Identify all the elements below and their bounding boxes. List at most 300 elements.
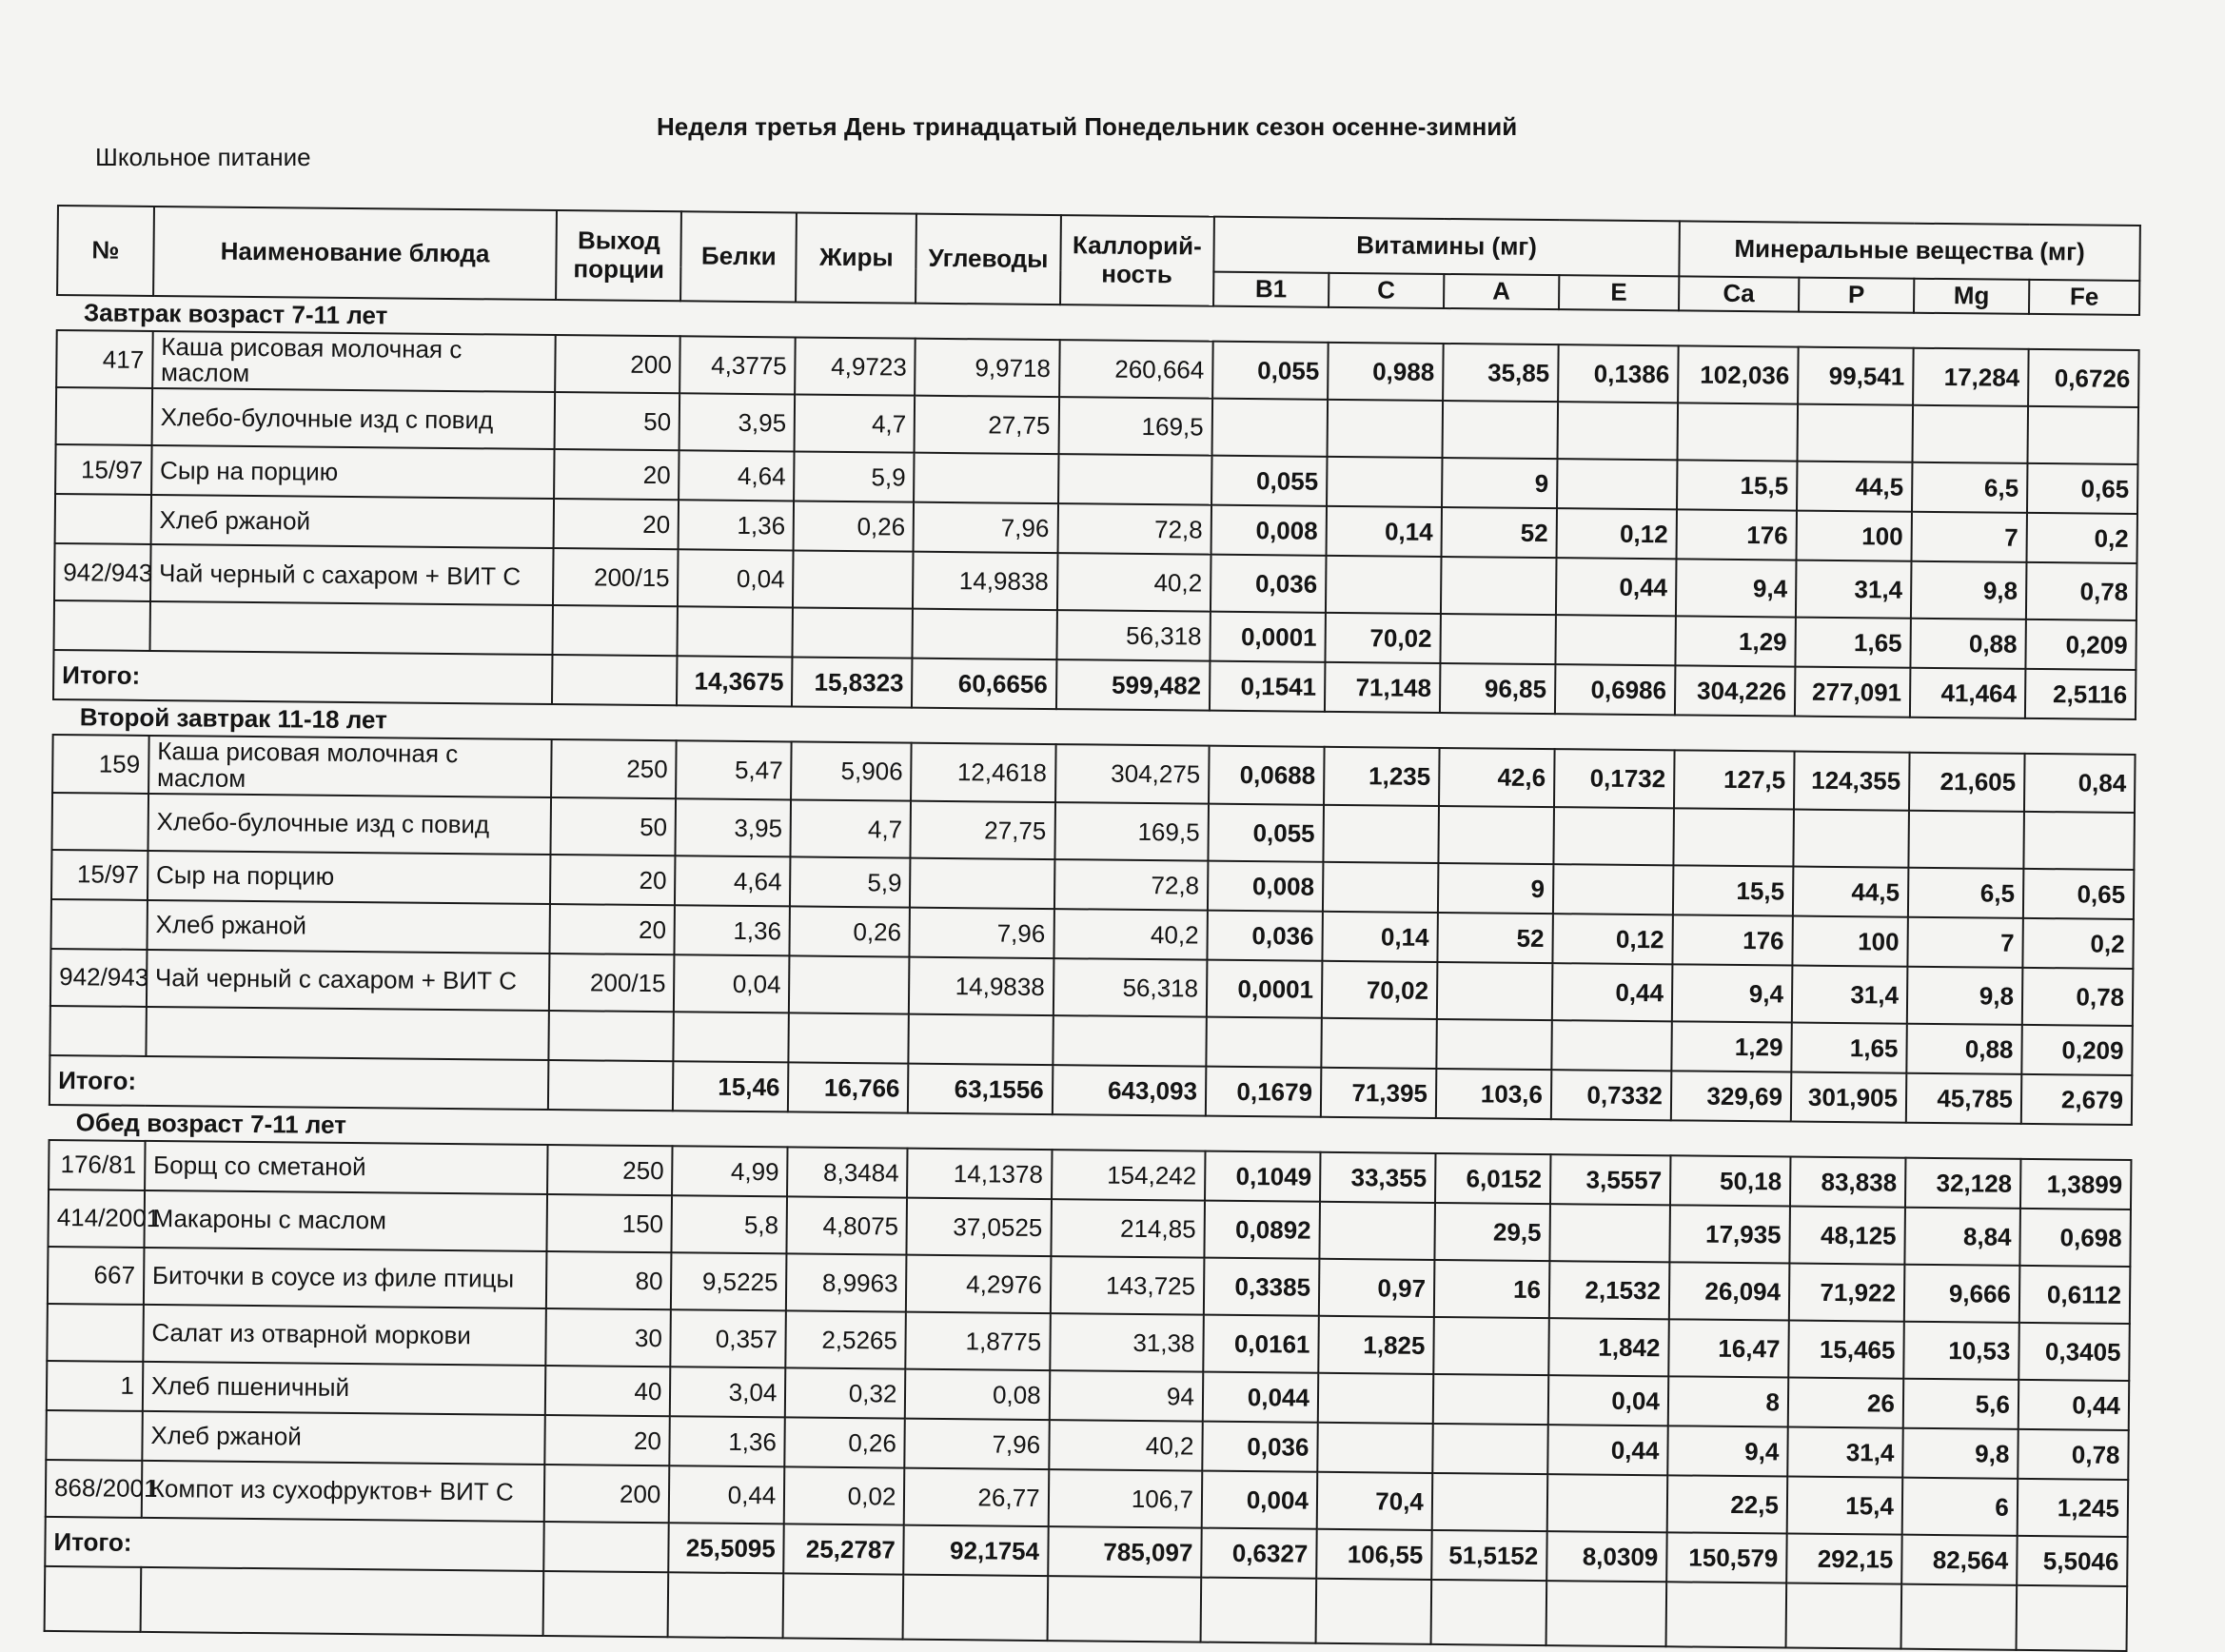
dish-code xyxy=(47,1304,143,1362)
table-cell: 8,3484 xyxy=(787,1147,908,1197)
table-cell: 176 xyxy=(1676,510,1797,560)
blank-cell xyxy=(1665,1582,1786,1647)
table-cell: 5,47 xyxy=(676,741,792,800)
total-cell xyxy=(544,1522,670,1572)
blank-cell xyxy=(668,1572,784,1638)
table-cell: 0,357 xyxy=(671,1309,787,1367)
table-cell xyxy=(1549,1204,1670,1262)
total-cell: 92,1754 xyxy=(904,1525,1049,1576)
table-cell: 15,4 xyxy=(1787,1477,1903,1535)
table-cell: 50 xyxy=(555,393,680,451)
table-cell: 0,84 xyxy=(2024,754,2136,813)
table-cell: 27,75 xyxy=(911,801,1055,859)
table-cell xyxy=(1677,403,1798,462)
table-cell: 9,8 xyxy=(1911,561,2027,620)
table-cell: 7 xyxy=(1911,512,2026,562)
blank-cell xyxy=(2016,1585,2127,1651)
dish-name: Хлеб ржаной xyxy=(142,1411,545,1465)
col-protein: Белки xyxy=(680,211,797,302)
table-cell: 260,664 xyxy=(1059,340,1213,399)
table-cell: 0,44 xyxy=(1547,1425,1668,1475)
table-cell: 22,5 xyxy=(1667,1475,1788,1533)
dish-code: 414/2001 xyxy=(48,1190,144,1248)
dish-code: 1 xyxy=(47,1361,143,1411)
table-cell: 0,44 xyxy=(1556,559,1677,617)
table-cell: 0,97 xyxy=(1319,1259,1435,1317)
table-cell: 0,44 xyxy=(2018,1380,2130,1430)
table-cell xyxy=(549,1011,675,1061)
table-cell: 5,906 xyxy=(791,742,912,801)
table-cell: 20 xyxy=(550,855,676,905)
table-cell: 35,85 xyxy=(1443,344,1559,403)
col-fat: Жиры xyxy=(796,212,916,303)
table-cell xyxy=(789,956,910,1014)
table-cell: 0,78 xyxy=(2022,968,2134,1026)
table-cell: 20 xyxy=(550,904,676,954)
table-cell: 1,36 xyxy=(679,501,794,551)
table-cell: 250 xyxy=(547,1145,673,1195)
table-cell: 6,5 xyxy=(1912,462,2027,513)
table-cell: 0,14 xyxy=(1322,912,1437,962)
table-cell: 52 xyxy=(1437,913,1552,963)
table-cell: 0,209 xyxy=(2025,620,2136,670)
section-title: Завтрак возраст 7-11 лет xyxy=(57,295,2139,350)
table-cell: 169,5 xyxy=(1058,398,1212,457)
dish-code xyxy=(50,899,147,950)
table-cell: 0,32 xyxy=(785,1367,906,1418)
table-cell xyxy=(1326,556,1442,614)
dish-name: Сыр на порцию xyxy=(148,851,551,904)
page-title: Неделя третья День тринадцатый Понедельник сезон осенне-зимний xyxy=(657,112,1518,141)
table-cell: 0,209 xyxy=(2021,1025,2133,1075)
table-cell: 0,6726 xyxy=(2028,349,2139,408)
table-cell: 100 xyxy=(1796,511,1911,561)
table-cell: 0,08 xyxy=(905,1369,1050,1420)
dish-code: 176/81 xyxy=(49,1140,145,1190)
dish-code: 15/97 xyxy=(51,850,148,900)
table-cell: 9,4 xyxy=(1676,560,1797,618)
table-cell xyxy=(1793,810,1909,868)
table-cell: 0,88 xyxy=(1910,619,2025,669)
table-cell: 52 xyxy=(1441,507,1556,558)
total-cell: 82,564 xyxy=(1901,1535,2017,1585)
table-cell: 0,988 xyxy=(1328,343,1444,402)
table-cell xyxy=(1058,455,1212,506)
dish-name: Макароны с маслом xyxy=(144,1190,547,1251)
table-body xyxy=(45,295,2139,1651)
table-cell: 50 xyxy=(551,797,677,856)
table-cell: 0,14 xyxy=(1326,506,1441,557)
col-e: E xyxy=(1559,275,1679,310)
table-cell: 0,036 xyxy=(1207,911,1322,961)
total-cell: 0,6986 xyxy=(1555,665,1676,716)
table-cell: 0,008 xyxy=(1208,861,1323,912)
total-cell: 301,905 xyxy=(1791,1072,1906,1123)
table-cell: 1,65 xyxy=(1791,1023,1906,1073)
table-cell xyxy=(1327,400,1443,458)
table-cell: 0,04 xyxy=(678,550,794,608)
table-cell: 15,5 xyxy=(1673,865,1794,915)
table-cell xyxy=(1441,557,1557,615)
total-cell xyxy=(548,1060,674,1111)
table-cell: 0,12 xyxy=(1552,914,1673,964)
table-cell xyxy=(909,1014,1053,1065)
table-cell xyxy=(2023,812,2135,870)
table-cell: 48,125 xyxy=(1789,1207,1905,1265)
table-cell: 27,75 xyxy=(915,396,1059,454)
table-cell: 56,318 xyxy=(1056,611,1211,662)
total-cell: 96,85 xyxy=(1440,663,1555,714)
table-cell: 176 xyxy=(1672,914,1793,965)
total-label: Итого: xyxy=(53,650,553,704)
table-cell: 169,5 xyxy=(1054,802,1209,861)
total-cell: 15,8323 xyxy=(792,658,913,708)
total-cell: 25,2787 xyxy=(784,1524,905,1574)
table-cell: 106,7 xyxy=(1048,1469,1202,1528)
table-cell: 7,96 xyxy=(905,1419,1050,1469)
dish-name: Хлеб ржаной xyxy=(150,495,554,548)
total-cell: 2,5116 xyxy=(2025,669,2136,719)
table-cell: 0,036 xyxy=(1202,1422,1317,1472)
table-cell xyxy=(1438,806,1554,864)
table-cell xyxy=(1432,1424,1547,1474)
col-fe: Fe xyxy=(2029,280,2139,315)
blank-cell xyxy=(903,1575,1048,1641)
menu-table xyxy=(44,205,2141,1652)
table-cell: 200/15 xyxy=(553,549,679,607)
table-cell xyxy=(1440,614,1555,664)
table-cell: 4,7 xyxy=(795,395,916,453)
table-cell: 127,5 xyxy=(1674,751,1795,810)
table-cell: 44,5 xyxy=(1797,462,1912,512)
dish-code: 159 xyxy=(52,735,148,794)
table-cell: 7,96 xyxy=(914,502,1058,553)
table-cell: 7 xyxy=(1907,917,2022,968)
table-cell xyxy=(1437,962,1553,1020)
table-cell xyxy=(914,453,1058,503)
total-label: Итого: xyxy=(45,1517,544,1571)
table-cell xyxy=(2027,406,2138,464)
dish-name: Каша рисовая молочная с маслом xyxy=(152,331,556,393)
table-cell xyxy=(793,608,914,659)
dish-code: 868/2001 xyxy=(46,1460,142,1518)
total-cell: 0,1679 xyxy=(1206,1067,1321,1117)
col-ca: Ca xyxy=(1679,276,1799,311)
table-cell: 50,18 xyxy=(1670,1155,1791,1206)
blank-cell xyxy=(1315,1579,1431,1644)
table-cell: 1,36 xyxy=(675,905,790,955)
table-cell: 0,12 xyxy=(1556,509,1677,560)
table-cell: 0,008 xyxy=(1211,505,1326,556)
table-cell xyxy=(1555,616,1676,666)
table-cell: 8,84 xyxy=(1904,1208,2020,1266)
table-cell xyxy=(1442,401,1558,459)
dish-code xyxy=(51,793,148,851)
table-cell: 26,094 xyxy=(1669,1262,1790,1320)
table-cell: 17,284 xyxy=(1913,348,2029,407)
total-cell: 71,148 xyxy=(1325,662,1440,713)
table-cell xyxy=(789,1013,910,1064)
table-cell: 80 xyxy=(546,1251,672,1309)
total-cell: 45,785 xyxy=(1906,1073,2021,1124)
col-minerals: Минеральные вещества (мг) xyxy=(1679,221,2140,281)
total-cell: 643,093 xyxy=(1052,1065,1206,1116)
col-num: № xyxy=(57,206,154,296)
table-cell: 4,7 xyxy=(791,800,912,858)
dish-name: Хлеб пшеничный xyxy=(143,1362,546,1415)
table-cell: 21,605 xyxy=(1909,753,2025,812)
total-cell: 106,55 xyxy=(1316,1529,1431,1580)
table-cell xyxy=(1317,1423,1432,1473)
table-cell: 26,77 xyxy=(904,1468,1049,1526)
table-cell xyxy=(1433,1317,1549,1375)
table-cell: 2,5265 xyxy=(786,1310,907,1368)
table-cell: 0,2 xyxy=(2026,513,2137,563)
table-cell xyxy=(1797,404,1913,462)
table-cell: 33,355 xyxy=(1320,1152,1435,1203)
table-cell: 1,8775 xyxy=(906,1312,1051,1370)
table-cell: 0,78 xyxy=(2026,562,2137,620)
table-cell: 9 xyxy=(1442,458,1557,508)
table-cell: 0,3385 xyxy=(1204,1258,1320,1316)
table-cell: 15,465 xyxy=(1788,1321,1904,1379)
table-cell: 31,4 xyxy=(1796,560,1912,619)
table-cell: 9,4 xyxy=(1672,964,1793,1022)
table-cell: 8 xyxy=(1668,1376,1789,1426)
table-cell: 26 xyxy=(1788,1378,1903,1428)
table-cell: 4,2976 xyxy=(906,1255,1051,1313)
total-cell: 25,5095 xyxy=(669,1523,784,1573)
table-cell: 3,5557 xyxy=(1550,1154,1671,1205)
table-cell xyxy=(553,606,679,657)
table-cell xyxy=(1319,1202,1435,1260)
table-cell: 5,6 xyxy=(1903,1379,2018,1429)
total-cell: 5,5046 xyxy=(2017,1536,2128,1586)
table-cell: 0,004 xyxy=(1202,1471,1318,1529)
table-cell: 37,0525 xyxy=(907,1198,1052,1256)
table-cell: 0,26 xyxy=(794,502,915,552)
total-cell: 150,579 xyxy=(1666,1532,1787,1583)
total-cell: 14,3675 xyxy=(677,657,792,707)
table-cell xyxy=(910,858,1054,909)
total-cell: 15,46 xyxy=(673,1061,788,1111)
table-cell: 0,0001 xyxy=(1210,612,1325,662)
table-cell xyxy=(1547,1474,1668,1532)
table-cell: 1,29 xyxy=(1671,1021,1792,1072)
col-vitamins: Витамины (мг) xyxy=(1213,217,1680,277)
table-cell: 20 xyxy=(554,500,679,550)
table-cell: 3,04 xyxy=(670,1367,785,1417)
table-cell xyxy=(1323,805,1439,863)
section-title: Обед возраст 7-11 лет xyxy=(49,1105,2132,1160)
table-cell: 9 xyxy=(1438,863,1553,914)
table-cell: 83,838 xyxy=(1790,1157,1905,1208)
blank-cell xyxy=(1785,1583,1901,1649)
total-cell: 41,464 xyxy=(1910,668,2025,718)
total-cell: 51,5152 xyxy=(1431,1530,1546,1581)
table-cell: 0,0161 xyxy=(1203,1315,1319,1373)
total-cell: 599,482 xyxy=(1056,660,1211,712)
table-cell xyxy=(1551,1020,1672,1071)
dish-name: Чай черный с сахаром + ВИТ С xyxy=(150,544,554,605)
table-cell: 0,02 xyxy=(784,1466,905,1524)
table-cell: 250 xyxy=(551,740,677,799)
table-cell: 0,3405 xyxy=(2018,1323,2130,1381)
total-cell: 292,15 xyxy=(1786,1534,1901,1584)
table-cell: 0,055 xyxy=(1211,456,1327,506)
table-cell xyxy=(913,609,1057,659)
table-cell: 10,53 xyxy=(1903,1322,2019,1380)
total-cell: 71,395 xyxy=(1321,1068,1436,1118)
table-cell: 1,245 xyxy=(2018,1479,2129,1537)
table-cell: 0,0688 xyxy=(1209,746,1325,805)
table-cell: 0,044 xyxy=(1203,1372,1318,1423)
dish-name: Каша рисовая молочная с маслом xyxy=(148,736,552,797)
dish-code: 667 xyxy=(48,1247,144,1305)
blank-cell xyxy=(1200,1578,1316,1643)
col-carbs: Углеводы xyxy=(916,214,1060,305)
table-cell: 4,99 xyxy=(672,1146,787,1196)
blank-cell xyxy=(1546,1581,1666,1646)
total-cell: 277,091 xyxy=(1795,667,1910,718)
table-cell: 17,935 xyxy=(1669,1205,1790,1263)
table-cell: 0,04 xyxy=(674,954,790,1013)
table-cell xyxy=(1318,1373,1433,1424)
table-cell: 4,3775 xyxy=(679,336,796,395)
blank-cell xyxy=(1430,1580,1546,1645)
table-cell: 12,4618 xyxy=(911,743,1055,802)
table-cell: 6 xyxy=(1902,1478,2018,1536)
table-cell xyxy=(1912,405,2028,463)
total-cell: 8,0309 xyxy=(1546,1531,1667,1582)
table-cell xyxy=(1433,1374,1548,1425)
table-cell: 71,922 xyxy=(1789,1264,1905,1322)
table-cell: 0,26 xyxy=(790,907,911,957)
school-label: Школьное питание xyxy=(95,143,311,171)
table-cell xyxy=(1323,862,1438,913)
total-cell: 0,1541 xyxy=(1210,661,1325,712)
table-cell: 15,5 xyxy=(1677,461,1798,511)
dish-code: 417 xyxy=(56,330,152,389)
table-cell: 14,9838 xyxy=(909,957,1053,1015)
dish-name xyxy=(149,601,553,655)
table-cell: 102,036 xyxy=(1678,345,1799,404)
total-cell: 785,097 xyxy=(1048,1526,1202,1578)
table-cell xyxy=(1053,1015,1207,1067)
total-cell: 0,7332 xyxy=(1551,1070,1672,1120)
table-cell: 0,036 xyxy=(1211,555,1327,613)
table-cell xyxy=(793,551,914,609)
dish-code: 15/97 xyxy=(55,444,151,495)
table-cell xyxy=(678,607,793,658)
dish-name: Борщ со сметаной xyxy=(145,1141,548,1194)
table-cell: 200 xyxy=(555,335,680,394)
dish-name: Хлебо-булочные изд с повид xyxy=(148,794,551,855)
table-cell xyxy=(1908,811,2024,869)
dish-code xyxy=(46,1410,142,1461)
section-title: Второй завтрак 11-18 лет xyxy=(53,699,2136,755)
table-cell: 4,64 xyxy=(679,451,794,502)
dish-name: Салат из отварной моркови xyxy=(143,1305,546,1366)
col-portion: Выход порции xyxy=(556,210,681,301)
table-cell: 9,666 xyxy=(1904,1265,2020,1323)
table-cell: 3,95 xyxy=(676,798,792,856)
table-cell: 14,1378 xyxy=(907,1149,1052,1199)
table-cell: 1,36 xyxy=(670,1416,785,1466)
dish-name: Чай черный с сахаром + ВИТ С xyxy=(147,950,550,1011)
table-cell: 6,5 xyxy=(1908,868,2023,918)
col-a: A xyxy=(1444,274,1559,309)
table-cell: 1,3899 xyxy=(2020,1159,2132,1210)
table-cell: 1,842 xyxy=(1548,1318,1669,1376)
table-cell: 100 xyxy=(1792,916,1907,967)
dish-code xyxy=(55,494,151,544)
table-cell: 124,355 xyxy=(1794,752,1910,811)
total-cell: 103,6 xyxy=(1436,1069,1551,1119)
table-cell xyxy=(1432,1473,1548,1531)
table-cell: 0,26 xyxy=(785,1417,906,1467)
total-label: Итого: xyxy=(49,1055,549,1110)
table-cell: 0,78 xyxy=(2018,1429,2129,1480)
table-cell: 40,2 xyxy=(1053,909,1208,960)
table-cell: 94 xyxy=(1049,1370,1203,1422)
total-cell: 304,226 xyxy=(1675,666,1796,717)
total-cell: 2,679 xyxy=(2021,1074,2133,1125)
dish-code xyxy=(49,1006,146,1056)
table-cell xyxy=(1557,460,1678,510)
table-cell: 200/15 xyxy=(549,954,675,1012)
col-b1: B1 xyxy=(1213,272,1329,307)
dish-name: Компот из сухофруктов+ ВИТ С xyxy=(142,1461,545,1522)
table-cell: 2,1532 xyxy=(1549,1261,1670,1319)
table-cell xyxy=(1673,808,1794,866)
table-cell xyxy=(1557,403,1678,461)
table-cell: 32,128 xyxy=(1905,1158,2020,1209)
table-cell: 200 xyxy=(544,1465,670,1523)
total-cell: 0,6327 xyxy=(1201,1528,1316,1579)
table-cell: 56,318 xyxy=(1053,958,1207,1017)
table-cell: 5,8 xyxy=(672,1195,788,1253)
table-cell: 31,38 xyxy=(1050,1313,1204,1372)
table-cell: 30 xyxy=(546,1308,672,1367)
table-cell: 0,1386 xyxy=(1558,344,1679,403)
col-mg: Mg xyxy=(1914,279,2029,314)
col-name: Наименование блюда xyxy=(153,206,557,300)
blank-cell xyxy=(783,1573,904,1639)
table-cell: 70,02 xyxy=(1325,613,1440,663)
total-cell xyxy=(552,656,678,706)
total-cell: 60,6656 xyxy=(912,659,1056,709)
total-cell: 16,766 xyxy=(788,1062,909,1112)
table-cell: 1,29 xyxy=(1675,617,1796,667)
table-cell: 9,8 xyxy=(1902,1428,2018,1479)
table-cell: 0,88 xyxy=(1906,1024,2021,1074)
table-cell: 4,9723 xyxy=(795,337,916,396)
table-cell: 42,6 xyxy=(1439,748,1555,807)
table-cell: 0,04 xyxy=(1548,1375,1669,1426)
table-cell: 14,9838 xyxy=(913,552,1057,610)
table-cell: 0,055 xyxy=(1212,342,1329,401)
table-cell: 0,1732 xyxy=(1554,750,1675,809)
table-cell: 31,4 xyxy=(1792,966,1908,1024)
table-cell: 1,235 xyxy=(1324,747,1440,806)
table-cell xyxy=(1206,1017,1321,1068)
total-cell: 329,69 xyxy=(1671,1071,1792,1121)
table-cell: 0,055 xyxy=(1208,804,1324,862)
table-cell: 9,8 xyxy=(1907,967,2023,1025)
table-cell: 70,4 xyxy=(1317,1472,1433,1530)
table-cell: 3,95 xyxy=(679,394,796,452)
